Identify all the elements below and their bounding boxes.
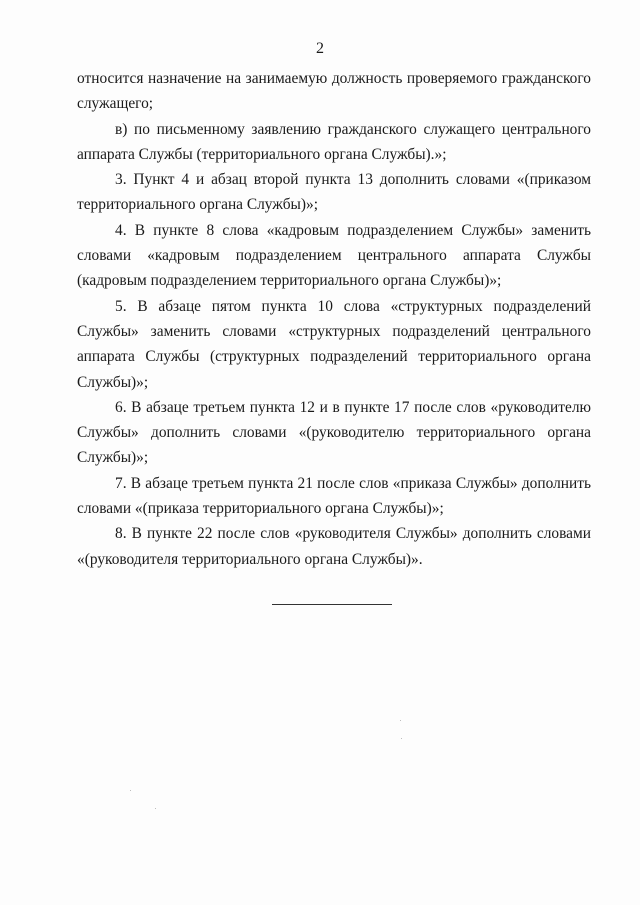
paragraph-point-5: 5. В абзаце пятом пункта 10 слова «структурных подразделений Службы» заменить словами «структурных подразделений центрального аппарата Службы (структурных подразделений территориального органа Службы)»; <box>77 297 591 391</box>
paragraph-point-8: 8. В пункте 22 после слов «руководителя Службы» дополнить словами «(руководителя территориального органа Службы)». <box>77 525 591 568</box>
document-body <box>77 66 591 572</box>
paragraph-point-7: 7. В абзаце третьем пункта 21 после слов «приказа Службы» дополнить словами «(приказа территориального органа Службы)»; <box>77 474 591 518</box>
paragraph-item-v: в) по письменному заявлению гражданского служащего центрального аппарата Службы (территориального органа Службы).»; <box>77 120 591 163</box>
scan-speck <box>155 808 156 809</box>
scan-speck <box>401 738 402 739</box>
page-number: 2 <box>316 40 324 57</box>
scan-speck <box>130 790 131 791</box>
scan-speck <box>400 720 401 721</box>
paragraph-point-3: 3. Пункт 4 и абзац второй пункта 13 дополнить словами «(приказом территориального органа Службы)»; <box>77 171 591 214</box>
paragraph-continuation: относится назначение на занимаемую должность проверяемого гражданского служащего; <box>77 70 591 113</box>
paragraph-point-4: 4. В пункте 8 слова «кадровым подразделением Службы» заменить словами «кадровым подразделением центрального аппарата Службы (кадровым подразделением территориального органа Службы)»; <box>77 221 591 290</box>
paragraph-point-6: 6. В абзаце третьем пункта 12 и в пункте 17 после слов «руководителю Службы» дополнить словами «(руководителю территориального органа Службы)»; <box>77 398 591 467</box>
closing-separator-line <box>272 604 392 605</box>
